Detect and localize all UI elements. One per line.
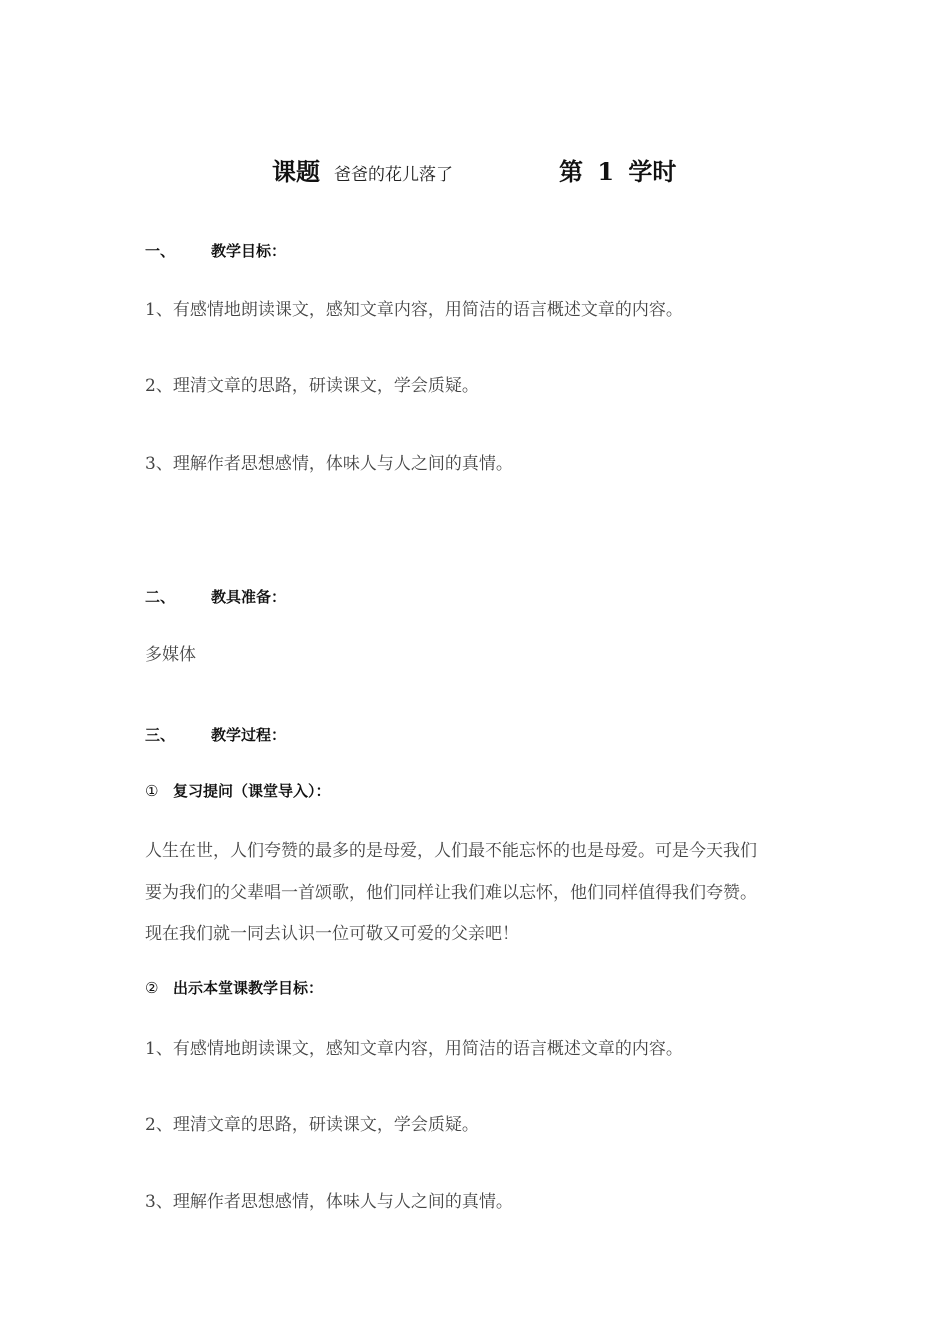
section-title: 教具准备： [211,588,287,606]
intro-paragraph-line: 现在我们就一同去认识一位可敬又可爱的父亲吧！ [145,924,519,944]
lesson-name: 爸爸的花儿落了 [334,165,453,185]
step-heading-objectives [145,977,323,998]
objective-item: 1、有感情地朗读课文，感知文章内容，用简洁的语言概述文章的内容。 [145,1039,683,1059]
section-number: 三、 [145,726,176,744]
lesson-period: 第 1 学时 [559,157,677,186]
intro-paragraph-line: 人生在世，人们夸赞的最多的是母爱，人们最不能忘怀的也是母爱。可是今天我们 [145,841,757,861]
section-heading-process [145,724,286,745]
step-heading-review [145,780,331,801]
step-title: 复习提问（课堂导入）： [173,782,331,800]
step-marker: ① [145,782,159,800]
intro-paragraph-line: 要为我们的父辈唱一首颂歌，他们同样让我们难以忘怀，他们同样值得我们夸赞。 [145,883,757,903]
step-marker: ② [145,979,159,997]
section-number: 一、 [145,242,176,260]
section-title: 教学过程： [211,726,287,744]
section-number: 二、 [145,588,176,606]
materials-item: 多媒体 [145,645,196,665]
title-label: 课题 [272,158,320,186]
section-heading-objectives [145,240,286,261]
section-heading-materials [145,586,286,607]
objective-item: 2、理清文章的思路，研读课文，学会质疑。 [145,1115,479,1135]
objective-item: 3、理解作者思想感情，体味人与人之间的真情。 [145,454,513,474]
objective-item: 3、理解作者思想感情，体味人与人之间的真情。 [145,1192,513,1212]
objective-item: 1、有感情地朗读课文，感知文章内容，用简洁的语言概述文章的内容。 [145,300,683,320]
step-title: 出示本堂课教学目标： [173,979,324,997]
objective-item: 2、理清文章的思路，研读课文，学会质疑。 [145,376,479,396]
section-title: 教学目标： [211,242,287,260]
